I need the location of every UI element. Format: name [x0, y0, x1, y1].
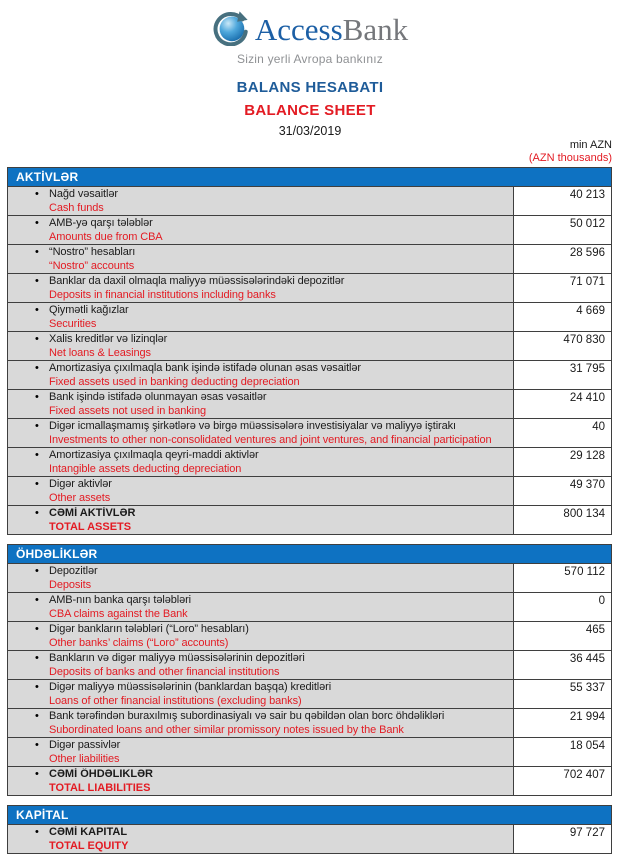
row-labels — [49, 681, 513, 708]
liabilities-rows — [8, 563, 611, 795]
bullet-icon: • — [35, 362, 39, 374]
bullet-icon: • — [35, 188, 39, 200]
document-header — [0, 0, 620, 138]
assets-rows — [8, 186, 611, 534]
table-row — [8, 563, 611, 592]
row-label-en: Deposits — [49, 578, 91, 591]
row-value: 800 134 — [513, 506, 611, 534]
row-label-az: “Nostro” hesabları — [49, 246, 136, 258]
row-label-en: TOTAL ASSETS — [49, 520, 132, 533]
row-label-az: CƏMİ KAPITAL — [49, 826, 128, 838]
row-label-cell — [8, 767, 513, 795]
row-value: 55 337 — [513, 680, 611, 708]
bullet-icon: • — [35, 449, 39, 461]
row-label-az: Amortizasiya çıxılmaqla qeyri-maddi aktivlər — [49, 449, 259, 461]
bank-wordmark — [255, 13, 408, 47]
row-label-cell — [8, 419, 513, 447]
row-labels — [49, 333, 513, 360]
row-label-az: Bank işində istifadə olunmayan əsas vəsaitlər — [49, 391, 267, 403]
row-label-en: “Nostro” accounts — [49, 259, 135, 272]
row-label-en: Other assets — [49, 491, 111, 504]
row-label-en: Fixed assets not used in banking — [49, 404, 207, 417]
row-value: 31 795 — [513, 361, 611, 389]
table-row — [8, 244, 611, 273]
row-label-en: CBA claims against the Bank — [49, 607, 188, 620]
table-row — [8, 360, 611, 389]
row-label-cell — [8, 709, 513, 737]
row-labels — [49, 449, 513, 476]
row-label-cell — [8, 564, 513, 592]
table-row — [8, 186, 611, 215]
row-labels — [49, 188, 513, 215]
row-value: 702 407 — [513, 767, 611, 795]
table-row — [8, 621, 611, 650]
row-label-cell — [8, 825, 513, 853]
row-value: 50 012 — [513, 216, 611, 244]
row-label-cell — [8, 622, 513, 650]
row-labels — [49, 507, 513, 534]
row-labels — [49, 826, 513, 853]
row-label-en: Deposits of banks and other financial institutions — [49, 665, 280, 678]
section-header-capital: KAPİTAL — [8, 806, 611, 824]
table-row — [8, 447, 611, 476]
row-label-cell — [8, 506, 513, 534]
row-value: 21 994 — [513, 709, 611, 737]
row-label-az: Digər passivlər — [49, 739, 121, 751]
row-label-en: Fixed assets used in banking deducting depreciation — [49, 375, 300, 388]
row-label-az: Xalis kreditlər və lizinqlər — [49, 333, 168, 345]
bullet-icon: • — [35, 681, 39, 693]
row-labels — [49, 739, 513, 766]
table-row — [8, 273, 611, 302]
row-value: 18 054 — [513, 738, 611, 766]
report-title-en: BALANCE SHEET — [244, 102, 376, 119]
row-labels — [49, 246, 513, 273]
table-row — [8, 418, 611, 447]
row-labels — [49, 652, 513, 679]
row-label-cell — [8, 448, 513, 476]
bullet-icon: • — [35, 768, 39, 780]
report-title-az: BALANS HESABATI — [236, 79, 384, 96]
units-note — [0, 139, 612, 165]
row-label-cell — [8, 477, 513, 505]
row-label-az: Nağd vəsaitlər — [49, 188, 118, 200]
row-label-az: AMB-yə qarşı tələblər — [49, 217, 153, 229]
row-value: 40 — [513, 419, 611, 447]
table-row — [8, 650, 611, 679]
row-label-cell — [8, 274, 513, 302]
row-label-en: Loans of other financial institutions (excluding banks) — [49, 694, 302, 707]
unit-label-en: (AZN thousands) — [528, 152, 612, 164]
table-row — [8, 389, 611, 418]
row-label-en: Other banks’ claims (“Loro” accounts) — [49, 636, 229, 649]
row-value: 570 112 — [513, 564, 611, 592]
table-row — [8, 331, 611, 360]
wordmark-access: Access — [254, 11, 343, 47]
row-label-en: Other liabilities — [49, 752, 120, 765]
row-label-en: Intangible assets deducting depreciation — [49, 462, 242, 475]
bullet-icon: • — [35, 246, 39, 258]
liabilities-table — [7, 544, 612, 796]
row-label-az: Bank tərəfindən buraxılmış subordinasiyalı və sair bu qəbildən olan borc öhdəlikləri — [49, 710, 445, 722]
row-value: 0 — [513, 593, 611, 621]
row-labels — [49, 565, 513, 592]
bullet-icon: • — [35, 333, 39, 345]
row-label-az: Digər icmallaşmamış şirkətlərə və birgə müəssisələrə investisiyalar və maliyyə iştirakı — [49, 420, 456, 432]
bullet-icon: • — [35, 565, 39, 577]
row-label-en: Investments to other non-consolidated ventures and joint ventures, and financial participation — [49, 433, 492, 446]
globe-swirl-icon — [212, 8, 250, 51]
row-labels — [49, 623, 513, 650]
bullet-icon: • — [35, 275, 39, 287]
row-label-en: Amounts due from CBA — [49, 230, 163, 243]
row-label-az: AMB-nın banka qarşı tələbləri — [49, 594, 192, 606]
row-label-en: Cash funds — [49, 201, 104, 214]
row-labels — [49, 304, 513, 331]
row-label-cell — [8, 651, 513, 679]
bullet-icon: • — [35, 217, 39, 229]
row-labels — [49, 420, 513, 447]
bullet-icon: • — [35, 652, 39, 664]
row-value: 24 410 — [513, 390, 611, 418]
table-row — [8, 737, 611, 766]
row-label-en: Deposits in financial institutions including banks — [49, 288, 276, 301]
row-value: 40 213 — [513, 187, 611, 215]
row-label-az: Bankların və digər maliyyə müəssisələrinin depozitləri — [49, 652, 305, 664]
unit-label-az: min AZN — [569, 139, 612, 151]
assets-table — [7, 167, 612, 535]
row-label-az: Amortizasiya çıxılmaqla bank işində istifadə olunan əsas vəsaitlər — [49, 362, 361, 374]
bullet-icon: • — [35, 623, 39, 635]
row-labels — [49, 594, 513, 621]
row-labels — [49, 217, 513, 244]
row-value: 49 370 — [513, 477, 611, 505]
row-labels — [49, 391, 513, 418]
row-label-cell — [8, 216, 513, 244]
bullet-icon: • — [35, 304, 39, 316]
row-label-cell — [8, 245, 513, 273]
row-value: 4 669 — [513, 303, 611, 331]
row-label-en: Subordinated loans and other similar promissory notes issued by the Bank — [49, 723, 404, 736]
table-row — [8, 766, 611, 795]
row-label-az: Digər aktivlər — [49, 478, 112, 490]
bullet-icon: • — [35, 826, 39, 838]
row-label-cell — [8, 390, 513, 418]
section-header-liabilities: ÖHDƏLİKLƏR — [8, 545, 611, 563]
bullet-icon: • — [35, 478, 39, 490]
table-row — [8, 215, 611, 244]
bullet-icon: • — [35, 391, 39, 403]
row-value: 97 727 — [513, 825, 611, 853]
table-row — [8, 476, 611, 505]
report-date: 31/03/2019 — [278, 124, 342, 138]
row-label-cell — [8, 593, 513, 621]
row-labels — [49, 362, 513, 389]
row-label-cell — [8, 361, 513, 389]
row-labels — [49, 478, 513, 505]
bullet-icon: • — [35, 710, 39, 722]
row-label-az: Qiymətli kağızlar — [49, 304, 129, 316]
row-value: 465 — [513, 622, 611, 650]
row-labels — [49, 275, 513, 302]
row-label-cell — [8, 332, 513, 360]
bullet-icon: • — [35, 739, 39, 751]
row-label-cell — [8, 738, 513, 766]
table-row — [8, 824, 611, 853]
bullet-icon: • — [35, 420, 39, 432]
row-value: 71 071 — [513, 274, 611, 302]
table-row — [8, 708, 611, 737]
table-row — [8, 592, 611, 621]
row-label-az: Depozitlər — [49, 565, 98, 577]
row-label-en: TOTAL LIABILITIES — [49, 781, 151, 794]
section-header-assets: AKTİVLƏR — [8, 168, 611, 186]
table-row — [8, 679, 611, 708]
row-label-az: Digər maliyyə müəssisələrinin (banklardan başqa) kreditləri — [49, 681, 332, 693]
row-value: 29 128 — [513, 448, 611, 476]
row-label-en: Net loans & Leasings — [49, 346, 151, 359]
bullet-icon: • — [35, 507, 39, 519]
bank-tagline: Sizin yerli Avropa bankınız — [237, 52, 383, 66]
capital-rows — [8, 824, 611, 853]
row-value: 36 445 — [513, 651, 611, 679]
table-row — [8, 302, 611, 331]
row-label-az: Digər bankların tələbləri (“Loro” hesabları) — [49, 623, 249, 635]
row-labels — [49, 710, 513, 737]
row-label-az: CƏMİ ÖHDƏLIKLƏR — [49, 768, 154, 780]
row-label-en: Securities — [49, 317, 97, 330]
row-label-en: TOTAL EQUITY — [49, 839, 129, 852]
capital-table — [7, 805, 612, 854]
wordmark-bank: Bank — [342, 11, 409, 47]
row-labels — [49, 768, 513, 795]
row-label-cell — [8, 680, 513, 708]
bullet-icon: • — [35, 594, 39, 606]
bank-logo — [212, 8, 408, 51]
row-value: 470 830 — [513, 332, 611, 360]
row-label-az: CƏMİ AKTİVLƏR — [49, 507, 136, 519]
row-value: 28 596 — [513, 245, 611, 273]
row-label-az: Banklar da daxil olmaqla maliyyə müəssisələrindəki depozitlər — [49, 275, 345, 287]
row-label-cell — [8, 187, 513, 215]
table-row — [8, 505, 611, 534]
row-label-cell — [8, 303, 513, 331]
